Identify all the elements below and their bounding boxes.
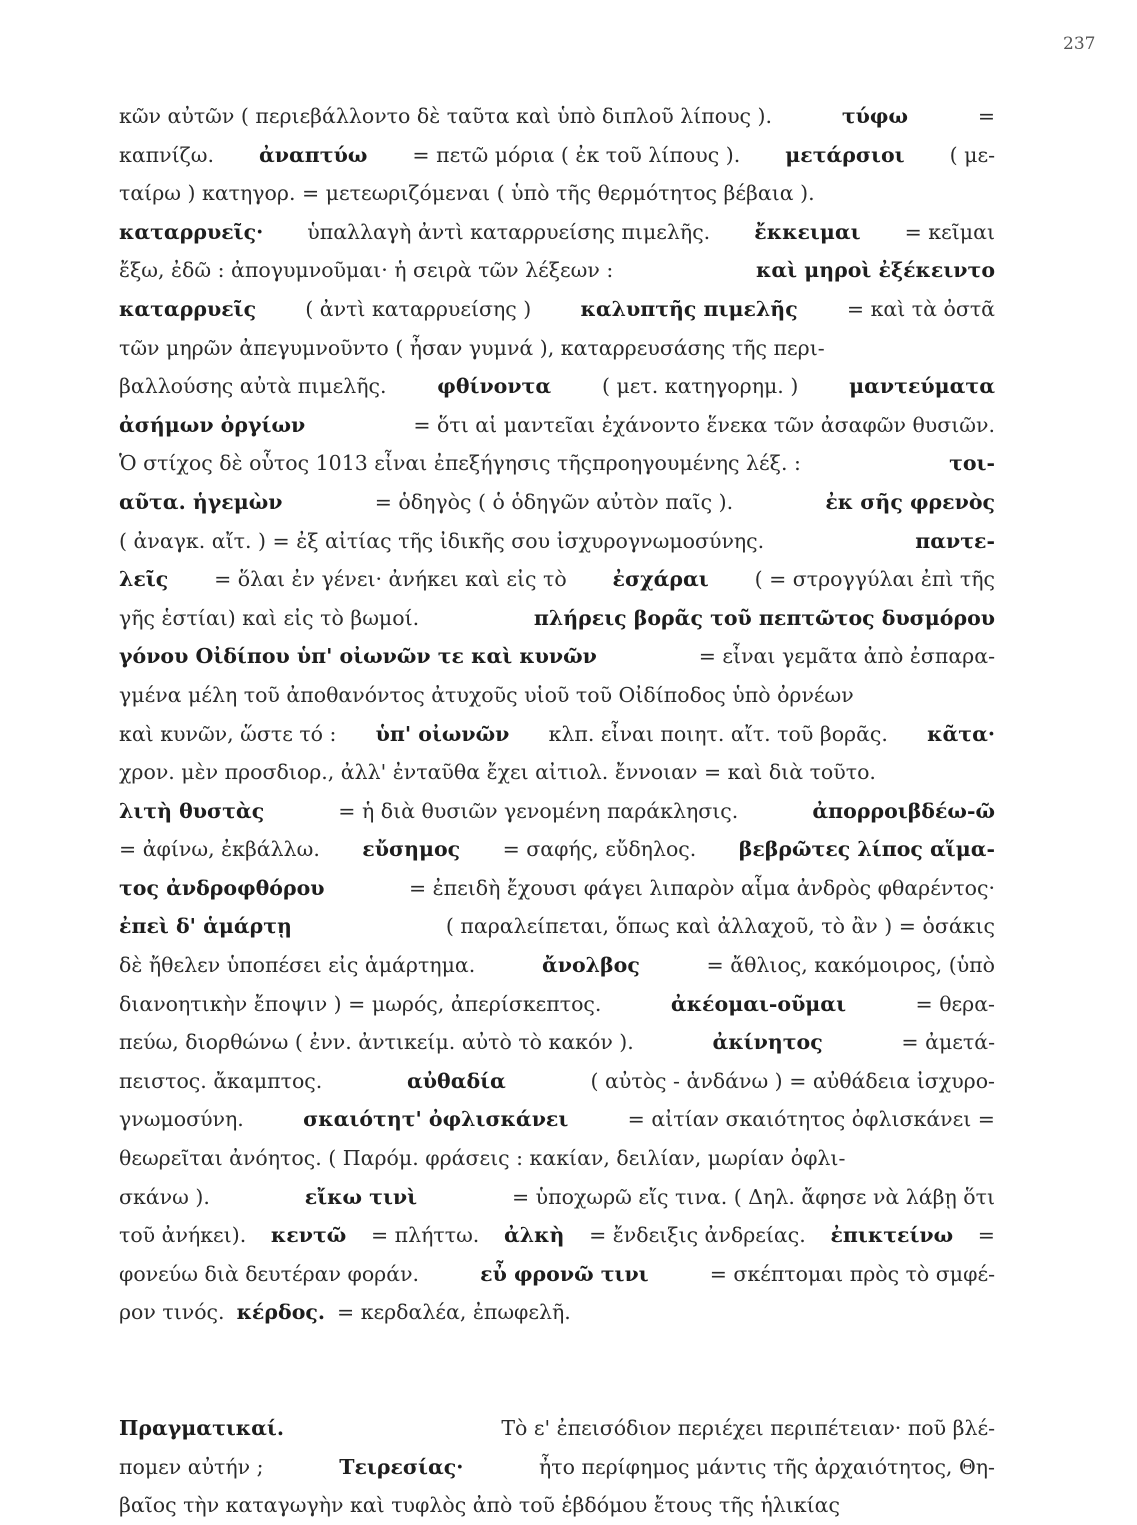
- gloss-text: ( μετ. κατηγορημ. ): [601, 374, 799, 399]
- lemma-term: λιτὴ θυστὰς: [119, 798, 265, 823]
- lemma-term: εὖ φρονῶ τινι: [480, 1261, 649, 1286]
- text-line: [119, 174, 995, 213]
- gloss-text: φονεύω διὰ δευτέραν φοράν.: [119, 1261, 420, 1286]
- lemma-term: ἀπορροιβδέω-ῶ: [812, 798, 995, 823]
- gloss-text: ( με-: [949, 142, 995, 167]
- gloss-text: Ὁ στίχος δὲ οὗτος 1013 εἶναι ἐπεξήγησις τῆςπροηγουμένης λέξ. :: [119, 451, 801, 476]
- text-line: [119, 985, 995, 1024]
- lemma-term: καλυπτῆς πιμελῆς: [580, 296, 798, 321]
- text-line: [119, 637, 995, 676]
- text-line: [119, 1486, 995, 1525]
- gloss-text: = ἡ διὰ θυσιῶν γενομένη παράκλησις.: [338, 798, 739, 823]
- gloss-text: = ὑποχωρῶ εἴς τινα. ( Δηλ. ἄφησε νὰ λάβῃ ὅτι: [511, 1184, 995, 1209]
- lemma-term: ἀκέομαι-οῦμαι: [670, 991, 847, 1016]
- text-line: [119, 946, 995, 985]
- lemma-term: τοι-: [949, 451, 995, 476]
- lemma-term: ἀναπτύω: [259, 142, 368, 167]
- lemma-term: βεβρῶτες λίπος αἵμα-: [738, 837, 995, 862]
- text-line: [119, 1100, 995, 1139]
- gloss-text: = καὶ τὰ ὀστᾶ: [846, 296, 995, 321]
- gloss-text: ὑπαλλαγὴ ἀντὶ καταρρυείσης πιμελῆς.: [307, 219, 711, 244]
- gloss-text: =: [977, 104, 995, 128]
- gloss-text: Τὸ ε' ἐπεισόδιον περιέχει περιπέτειαν· ποῦ βλέ-: [501, 1416, 995, 1440]
- text-line: [119, 329, 995, 368]
- lemma-term: ἐπικτείνω: [830, 1223, 954, 1248]
- lemma-term: ἐσχάραι: [612, 567, 709, 592]
- gloss-text: σκάνω ).: [119, 1184, 210, 1209]
- gloss-text: κῶν αὐτῶν ( περιεβάλλοντο δὲ ταῦτα καὶ ὑπὸ διπλοῦ λίπους ).: [119, 104, 773, 128]
- text-line: [119, 1023, 995, 1062]
- gloss-text: ( αὐτὸς - ἁνδάνω ) = αὐθάδεια ἰσχυρο-: [590, 1068, 995, 1093]
- lemma-term: ὑπ' οἰωνῶν: [375, 721, 510, 746]
- text-line: [119, 715, 995, 754]
- text-line: [119, 869, 995, 908]
- lemma-term: ἐπεὶ δ' ἁμάρτῃ: [119, 914, 292, 939]
- gloss-text: πομεν αὐτήν ;: [119, 1454, 264, 1479]
- gloss-text: τῶν μηρῶν ἀπεγυμνοῦντο ( ἦσαν γυμνά ), καταρρευσάσης τῆς περι-: [119, 335, 825, 360]
- lemma-term: ἐκ σῆς φρενὸς: [825, 489, 995, 514]
- gloss-text: = ὅτι αἱ μαντεῖαι ἐχάνοντο ἕνεκα τῶν ἀσαφῶν θυσιῶν.: [413, 412, 995, 437]
- text-line: [119, 792, 995, 831]
- lemma-term: πλήρεις βορᾶς τοῦ πεπτῶτος δυσμόρου: [533, 605, 995, 630]
- text-line: [119, 290, 995, 329]
- gloss-text: ( = στρογγύλαι ἐπὶ τῆς: [754, 567, 995, 592]
- lemma-term: Τειρεσίας·: [339, 1454, 464, 1479]
- lemma-term: εἴκω τινὶ: [304, 1184, 418, 1209]
- lemma-term: γόνου Οἰδίπου ὑπ' οἰωνῶν τε καὶ κυνῶν: [119, 644, 597, 669]
- text-line: [119, 1409, 995, 1448]
- text-line: [119, 830, 995, 869]
- gloss-text: = εἶναι γεμᾶτα ἀπὸ ἐσπαρα-: [698, 644, 995, 669]
- text-line: [119, 1178, 995, 1217]
- gloss-text: καπνίζω.: [119, 142, 214, 167]
- lemma-term: σκαιότητ' ὀφλισκάνει: [303, 1107, 569, 1132]
- text-line: [119, 753, 995, 792]
- lemma-term: τος ἀνδροφθόρου: [119, 875, 325, 900]
- gloss-text: κλπ. εἶναι ποιητ. αἴτ. τοῦ βορᾶς.: [548, 721, 888, 746]
- lemma-term: μετάρσιοι: [785, 142, 905, 167]
- lemma-term: ἀλκὴ: [503, 1223, 565, 1248]
- gloss-text: δὲ ἤθελεν ὑποπέσει εἰς ἁμάρτημα.: [119, 953, 476, 978]
- gloss-text: ἦτο περίφημος μάντις τῆς ἀρχαιότητος, Θη-: [539, 1454, 995, 1479]
- text-line: [119, 1062, 995, 1101]
- text-line: [119, 367, 995, 406]
- gloss-text: = κεῖμαι: [904, 219, 995, 244]
- lemma-term: καὶ μηροὶ ἐξέκειντο: [756, 258, 995, 283]
- gloss-text: = θερα-: [915, 991, 995, 1016]
- text-line: [119, 136, 995, 175]
- gloss-text: = ἀφίνω, ἐκβάλλω.: [119, 837, 320, 862]
- gloss-text: = πλήττω.: [370, 1223, 480, 1248]
- gloss-text: ταίρω ) κατηγορ. = μετεωριζόμεναι ( ὑπὸ τῆς θερμότητος βέβαια ).: [119, 181, 815, 206]
- gloss-text: = ὁδηγὸς ( ὁ ὁδηγῶν αὐτὸν παῖς ).: [374, 489, 734, 514]
- lemma-term: Πραγματικαί.: [119, 1416, 284, 1440]
- gloss-text: διανοητικὴν ἔποψιν ) = μωρός, ἀπερίσκεπτος.: [119, 991, 602, 1016]
- lemma-term: ἀσήμων ὀργίων: [119, 412, 306, 437]
- gloss-text: = ἐπειδὴ ἔχουσι φάγει λιπαρὸν αἷμα ἀνδρὸς φθαρέντος·: [408, 875, 995, 900]
- gloss-text: γνωμοσύνη.: [119, 1107, 244, 1132]
- gloss-text: = κερδαλέα, ἐπωφελῆ.: [337, 1300, 571, 1325]
- lemma-term: ἄνολβος: [541, 953, 640, 978]
- text-line: [119, 1293, 995, 1332]
- gloss-text: ( παραλείπεται, ὅπως καὶ ἀλλαχοῦ, τὸ ἂν ) = ὁσάκις: [445, 914, 995, 939]
- text-line: [119, 483, 995, 522]
- gloss-text: = σαφής, εὔδηλος.: [502, 837, 697, 862]
- gloss-text: τοῦ ἀνήκει).: [119, 1223, 247, 1248]
- gloss-text: = αἰτίαν σκαιότητος ὀφλισκάνει =: [627, 1107, 995, 1132]
- text-line: [119, 1216, 995, 1255]
- text-line: [119, 676, 995, 715]
- lemma-term: φθίνοντα: [437, 374, 552, 399]
- lemma-term: μαντεύματα: [849, 374, 995, 399]
- text-line: [119, 1255, 995, 1294]
- gloss-text: ( ἀναγκ. αἴτ. ) = ἐξ αἰτίας τῆς ἰδικῆς σου ἰσχυρογνωμοσύνης.: [119, 528, 765, 553]
- text-line: [119, 444, 995, 483]
- gloss-text: ( ἀντὶ καταρρυείσης ): [305, 296, 532, 321]
- lemma-term: ἔκκειμαι: [754, 219, 861, 244]
- lemma-term: κέρδος.: [236, 1300, 325, 1325]
- gloss-text: ἔξω, ἐδῶ : ἀπογυμνοῦμαι· ἡ σειρὰ τῶν λέξεων :: [119, 258, 614, 283]
- text-line: [119, 213, 995, 252]
- text-line: [119, 406, 995, 445]
- gloss-text: πεύω, διορθώνω ( ἐνν. ἀντικείμ. αὐτὸ τὸ κακόν ).: [119, 1030, 634, 1055]
- text-line: [119, 251, 995, 290]
- gloss-text: = πετῶ μόρια ( ἐκ τοῦ λίπους ).: [412, 142, 741, 167]
- gloss-text: πειστος. ἄκαμπτος.: [119, 1068, 323, 1093]
- text-line: [119, 522, 995, 561]
- gloss-text: βαῖος τὴν καταγωγὴν καὶ τυφλὸς ἀπὸ τοῦ ἑβδόμου ἔτους τῆς ἡλικίας: [119, 1493, 840, 1518]
- lemma-term: αῦτα. ἡγεμὼν: [119, 489, 283, 514]
- lemma-term: καταρρυεῖς·: [119, 219, 264, 244]
- gloss-text: = ἔνδειξις ἀνδρείας.: [589, 1223, 806, 1248]
- text-line: [119, 599, 995, 638]
- lemma-term: λεῖς: [119, 567, 169, 592]
- gloss-text: = σκέπτομαι πρὸς τὸ σμφέ-: [709, 1261, 995, 1286]
- gloss-text: βαλλούσης αὐτὰ πιμελῆς.: [119, 374, 387, 399]
- page-number: 237: [1063, 34, 1096, 54]
- gloss-text: καὶ κυνῶν, ὥστε τό :: [119, 721, 337, 746]
- text-line: [119, 560, 995, 599]
- lemma-term: παντε-: [915, 528, 995, 553]
- gloss-text: χρον. μὲν προσδιορ., ἀλλ' ἐνταῦθα ἔχει αἰτιολ. ἔννοιαν = καὶ διὰ τοῦτο.: [119, 760, 876, 785]
- gloss-text: = ἄθλιος, κακόμοιρος, (ὑπὸ: [706, 953, 995, 978]
- gloss-text: = ὅλαι ἐν γένει· ἀνήκει καὶ εἰς τὸ: [214, 567, 567, 592]
- text-line: [119, 907, 995, 946]
- text-line: [119, 1448, 995, 1487]
- lemma-term: τύφω: [841, 104, 908, 128]
- lemma-term: καταρρυεῖς: [119, 296, 257, 321]
- lemma-term: αὐθαδία: [407, 1068, 506, 1093]
- lemma-term: κεντῶ: [270, 1223, 347, 1248]
- gloss-text: θεωρεῖται ἀνόητος. ( Παρόμ. φράσεις : κακίαν, δειλίαν, μωρίαν ὀφλι-: [119, 1146, 846, 1171]
- gloss-text: γμένα μέλη τοῦ ἀποθανόντος ἀτυχοῦς υἱοῦ τοῦ Οἰδίποδος ὑπὸ ὀρνέων: [119, 682, 854, 707]
- gloss-text: = ἀμετά-: [901, 1030, 995, 1055]
- lemma-term: εὔσημος: [362, 837, 461, 862]
- lemma-term: κᾶτα·: [927, 721, 995, 746]
- text-line: [119, 1139, 995, 1178]
- commentary-text: [119, 97, 995, 1525]
- gloss-text: γῆς ἑστίαι) καὶ εἰς τὸ βωμοί.: [119, 605, 420, 630]
- lemma-term: ἀκίνητος: [712, 1030, 823, 1055]
- text-line: [119, 97, 995, 136]
- gloss-text: =: [977, 1223, 995, 1248]
- gloss-text: ρον τινός.: [119, 1300, 225, 1325]
